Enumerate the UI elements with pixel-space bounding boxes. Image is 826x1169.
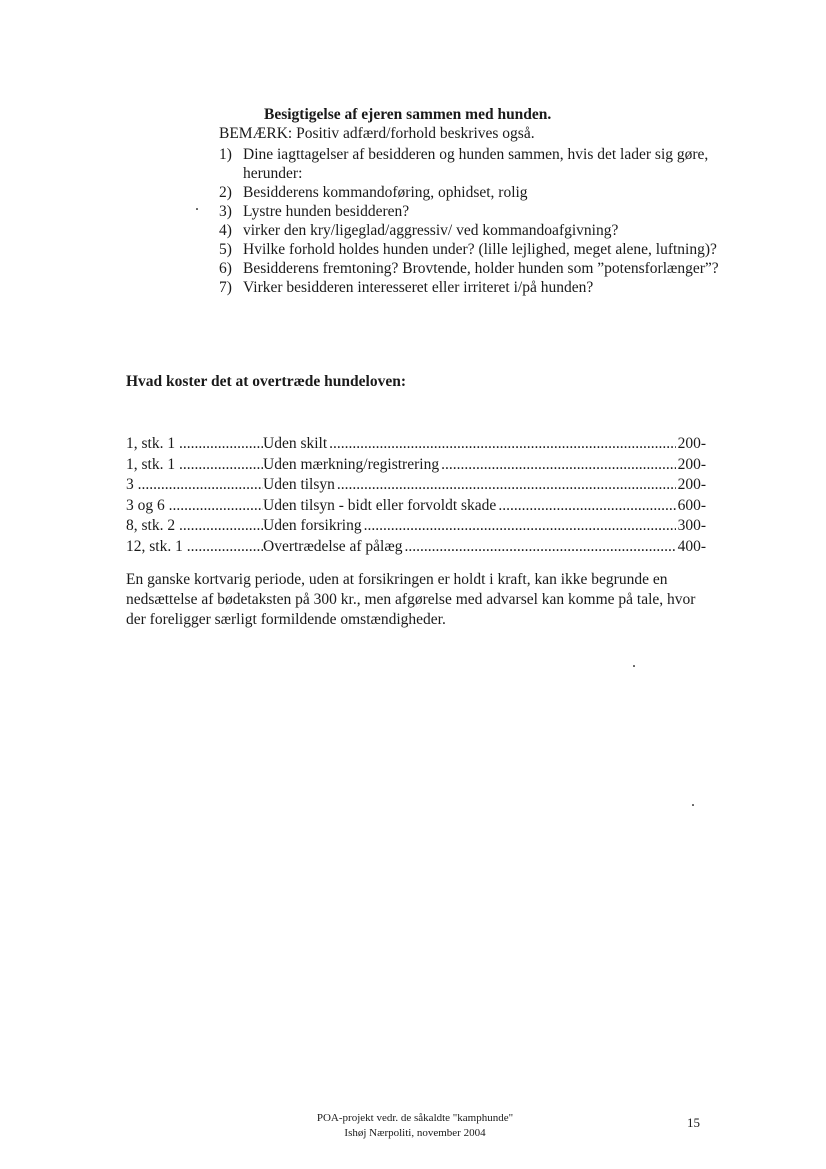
fine-amount: 200- bbox=[677, 435, 706, 452]
dot-leader bbox=[337, 475, 676, 496]
fine-row bbox=[126, 434, 706, 455]
fine-paragraph: 3 ..... bbox=[126, 475, 263, 496]
body-paragraph bbox=[126, 570, 706, 630]
scan-speck bbox=[692, 804, 694, 806]
fine-description: Overtrædelse af pålæg bbox=[263, 537, 403, 555]
dot-leader bbox=[329, 434, 675, 455]
note-text: BEMÆRK: Positiv adfærd/forhold beskrives også. bbox=[219, 125, 535, 142]
dot-leader bbox=[498, 496, 675, 517]
list-item: 7) Virker besidderen interesseret eller irriteret i/på hunden? bbox=[219, 279, 594, 296]
fine-row bbox=[126, 496, 706, 517]
list-item: 5) Hvilke forhold holdes hunden under? (lille lejlighed, meget alene, luftning)? bbox=[219, 241, 717, 258]
list-item: 1) Dine iagttagelser af besidderen og hunden sammen, hvis det lader sig gøre, herunder: bbox=[219, 146, 709, 182]
section-title-inspection: Besigtigelse af ejeren sammen med hunden. bbox=[264, 106, 552, 123]
fine-amount: 400- bbox=[677, 537, 706, 555]
dot-leader bbox=[404, 537, 675, 558]
scan-speck bbox=[633, 665, 635, 667]
fine-amount: 300- bbox=[677, 517, 706, 535]
fine-paragraph: 8, stk. 2 ..... bbox=[126, 516, 263, 537]
section-title-fines: Hvad koster det at overtræde hundeloven: bbox=[126, 373, 406, 390]
fine-amount: 200- bbox=[677, 455, 706, 473]
fines-table bbox=[126, 434, 706, 558]
footer-department-line: Ishøj Nærpoliti, november 2004 bbox=[344, 1127, 486, 1139]
dot-leader bbox=[441, 455, 676, 476]
fine-paragraph: 3 og 6 ..... bbox=[126, 496, 263, 517]
page-footer bbox=[250, 1111, 580, 1141]
list-item: 3) Lystre hunden besidderen? bbox=[219, 203, 410, 220]
fine-description: Uden tilsyn bbox=[263, 476, 335, 494]
fine-amount: 200- bbox=[677, 476, 706, 494]
fine-row bbox=[126, 516, 706, 537]
scan-speck bbox=[196, 208, 198, 210]
fine-description: Uden mærkning/registrering bbox=[263, 455, 440, 473]
footer-project-line: POA-projekt vedr. de såkaldte "kamphunde" bbox=[316, 1112, 514, 1124]
fine-paragraph: 1, stk. 1 ..... bbox=[126, 455, 263, 476]
fine-description: Uden tilsyn - bidt eller forvoldt skade bbox=[263, 496, 497, 514]
fine-row bbox=[126, 537, 706, 558]
fine-description: Uden skilt bbox=[263, 435, 328, 452]
fine-row bbox=[126, 475, 706, 496]
fine-row bbox=[126, 455, 706, 476]
paragraph-text: En ganske kortvarig periode, uden at forsikringen er holdt i kraft, kan ikke begrunde en nedsættelse af bødetaksten på 300 kr., men afgørelse med advarsel kan komme på tale, hvor der foreligger særligt formildende omstændigheder. bbox=[126, 571, 696, 628]
fine-paragraph: 12, stk. 1 ..... bbox=[126, 537, 263, 558]
fine-paragraph: 1, stk. 1 ..... bbox=[126, 434, 263, 455]
list-item: 2) Besidderens kommandoføring, ophidset, rolig bbox=[219, 184, 528, 201]
list-item: 4) virker den kry/ligeglad/aggressiv/ ved kommandoafgivning? bbox=[219, 222, 619, 239]
observation-list bbox=[219, 145, 719, 297]
dot-leader bbox=[364, 516, 676, 537]
fine-amount: 600- bbox=[677, 496, 706, 514]
list-item: 6) Besidderens fremtoning? Brovtende, holder hunden som ”potensforlænger”? bbox=[219, 260, 719, 277]
fine-description: Uden forsikring bbox=[263, 517, 362, 535]
page-number: 15 bbox=[687, 1115, 700, 1130]
